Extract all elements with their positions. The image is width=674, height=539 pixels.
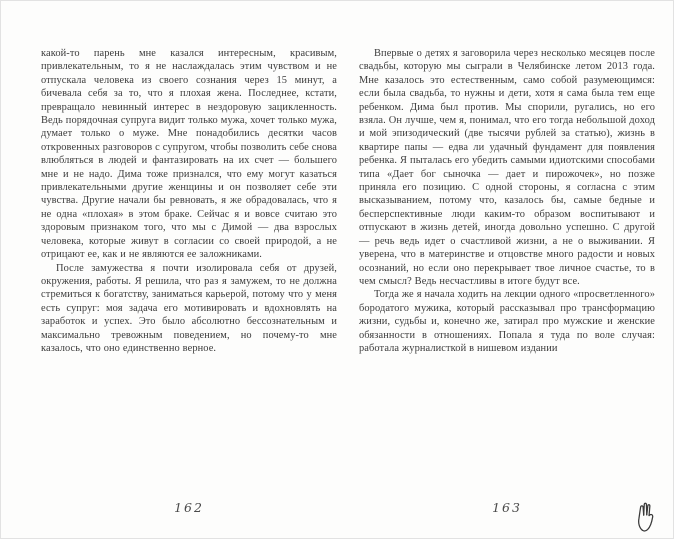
right-page (359, 47, 655, 355)
left-page-number: 162 (174, 500, 204, 515)
hand-doodle-icon (633, 500, 661, 532)
right-page-number: 163 (492, 500, 522, 515)
right-page-paragraph-2: Тогда же я начала ходить на лекции одного «просветленного» бородатого мужика, который рассказывал про трансформацию жизни, судьбы и, конечно же, затирал про мужские и женские обязанности в отношениях. Попала я туда по воле случая: работала журналисткой в нишевом издании (359, 289, 655, 354)
left-page-paragraph-1: какой-то парень мне казался интересным, красивым, привлекательным, то я не наслаждалась этим чувством и не отпускала человека из своего сознания через 15 минут, а бичевала себя за то, что я плохая жена. Последнее, кстати, превращало невинный интерес в нездоровую зацикленность. Ведь порядочная супруга видит только мужа, хочет только мужа, думает только о муже. Мне понадобились десятки часов откровенных разговоров с супругом, чтобы позволить себе снова влюбляться в людей и фантазировать на их счет — большего мне и не надо. Дима тоже признался, что ему могут казаться привлекательными другие женщины и он позволяет себе эти чувства. Другие начали бы ревновать, я же обрадовалась, что я не одна «плохая» в этом браке. Сейчас я и вовсе считаю это здоровым признаком того, что мы с Димой — два взрослых человека, которые живут в согласии со своей природой, а не отрицают ее, как и не являются ее заложниками. (41, 48, 337, 261)
left-page (41, 47, 337, 355)
left-page-paragraph-2: После замужества я почти изолировала себя от друзей, окружения, работы. Я решила, что раз я замужем, то не должна стремиться к богатству, заниматься карьерой, потому что у меня есть супруг: моя задача его мотивировать и вдохновлять на заработок и успех. Это было абсолютно бессознательным и максимально тревожным поведением, но почему-то мне казалось, что оно единственно верное. (41, 262, 337, 354)
right-page-paragraph-1: Впервые о детях я заговорила через несколько месяцев после свадьбы, которую мы сыграли в Челябинске летом 2013 года. Мне казалось это естественным, само собой разумеющимся: если была свадьба, то нужны и дети, хотя я сама была тем еще ребенком. Дима был против. Мы спорили, ругались, но его взяла. Он лучше, чем я, понимал, что его тогда небольшой доход и мой эпизодический (две тысячи рублей за статью), жизнь в квартире папы — едва ли удачный фундамент для появления ребенка. Я пыталась его убедить самыми идиотскими способами типа «Дает бог сыночка — дает и пирожочек», но позже приняла его позицию. С одной стороны, я согласна с этим высказыванием, потому что, казалось бы, самые бедные и бесперспективные люди каким-то образом воспитывают и отпускают в жизнь детей, иногда довольно успешно. С другой — речь ведь идет о счастливой жизни, а не о выживании. Я уверена, что в материнстве и отцовстве много радости и новых осознаний, но если оно перекрывает твое личное счастье, то в чем смысл? Ведь несчастливы в итоге будут все. (359, 48, 655, 287)
